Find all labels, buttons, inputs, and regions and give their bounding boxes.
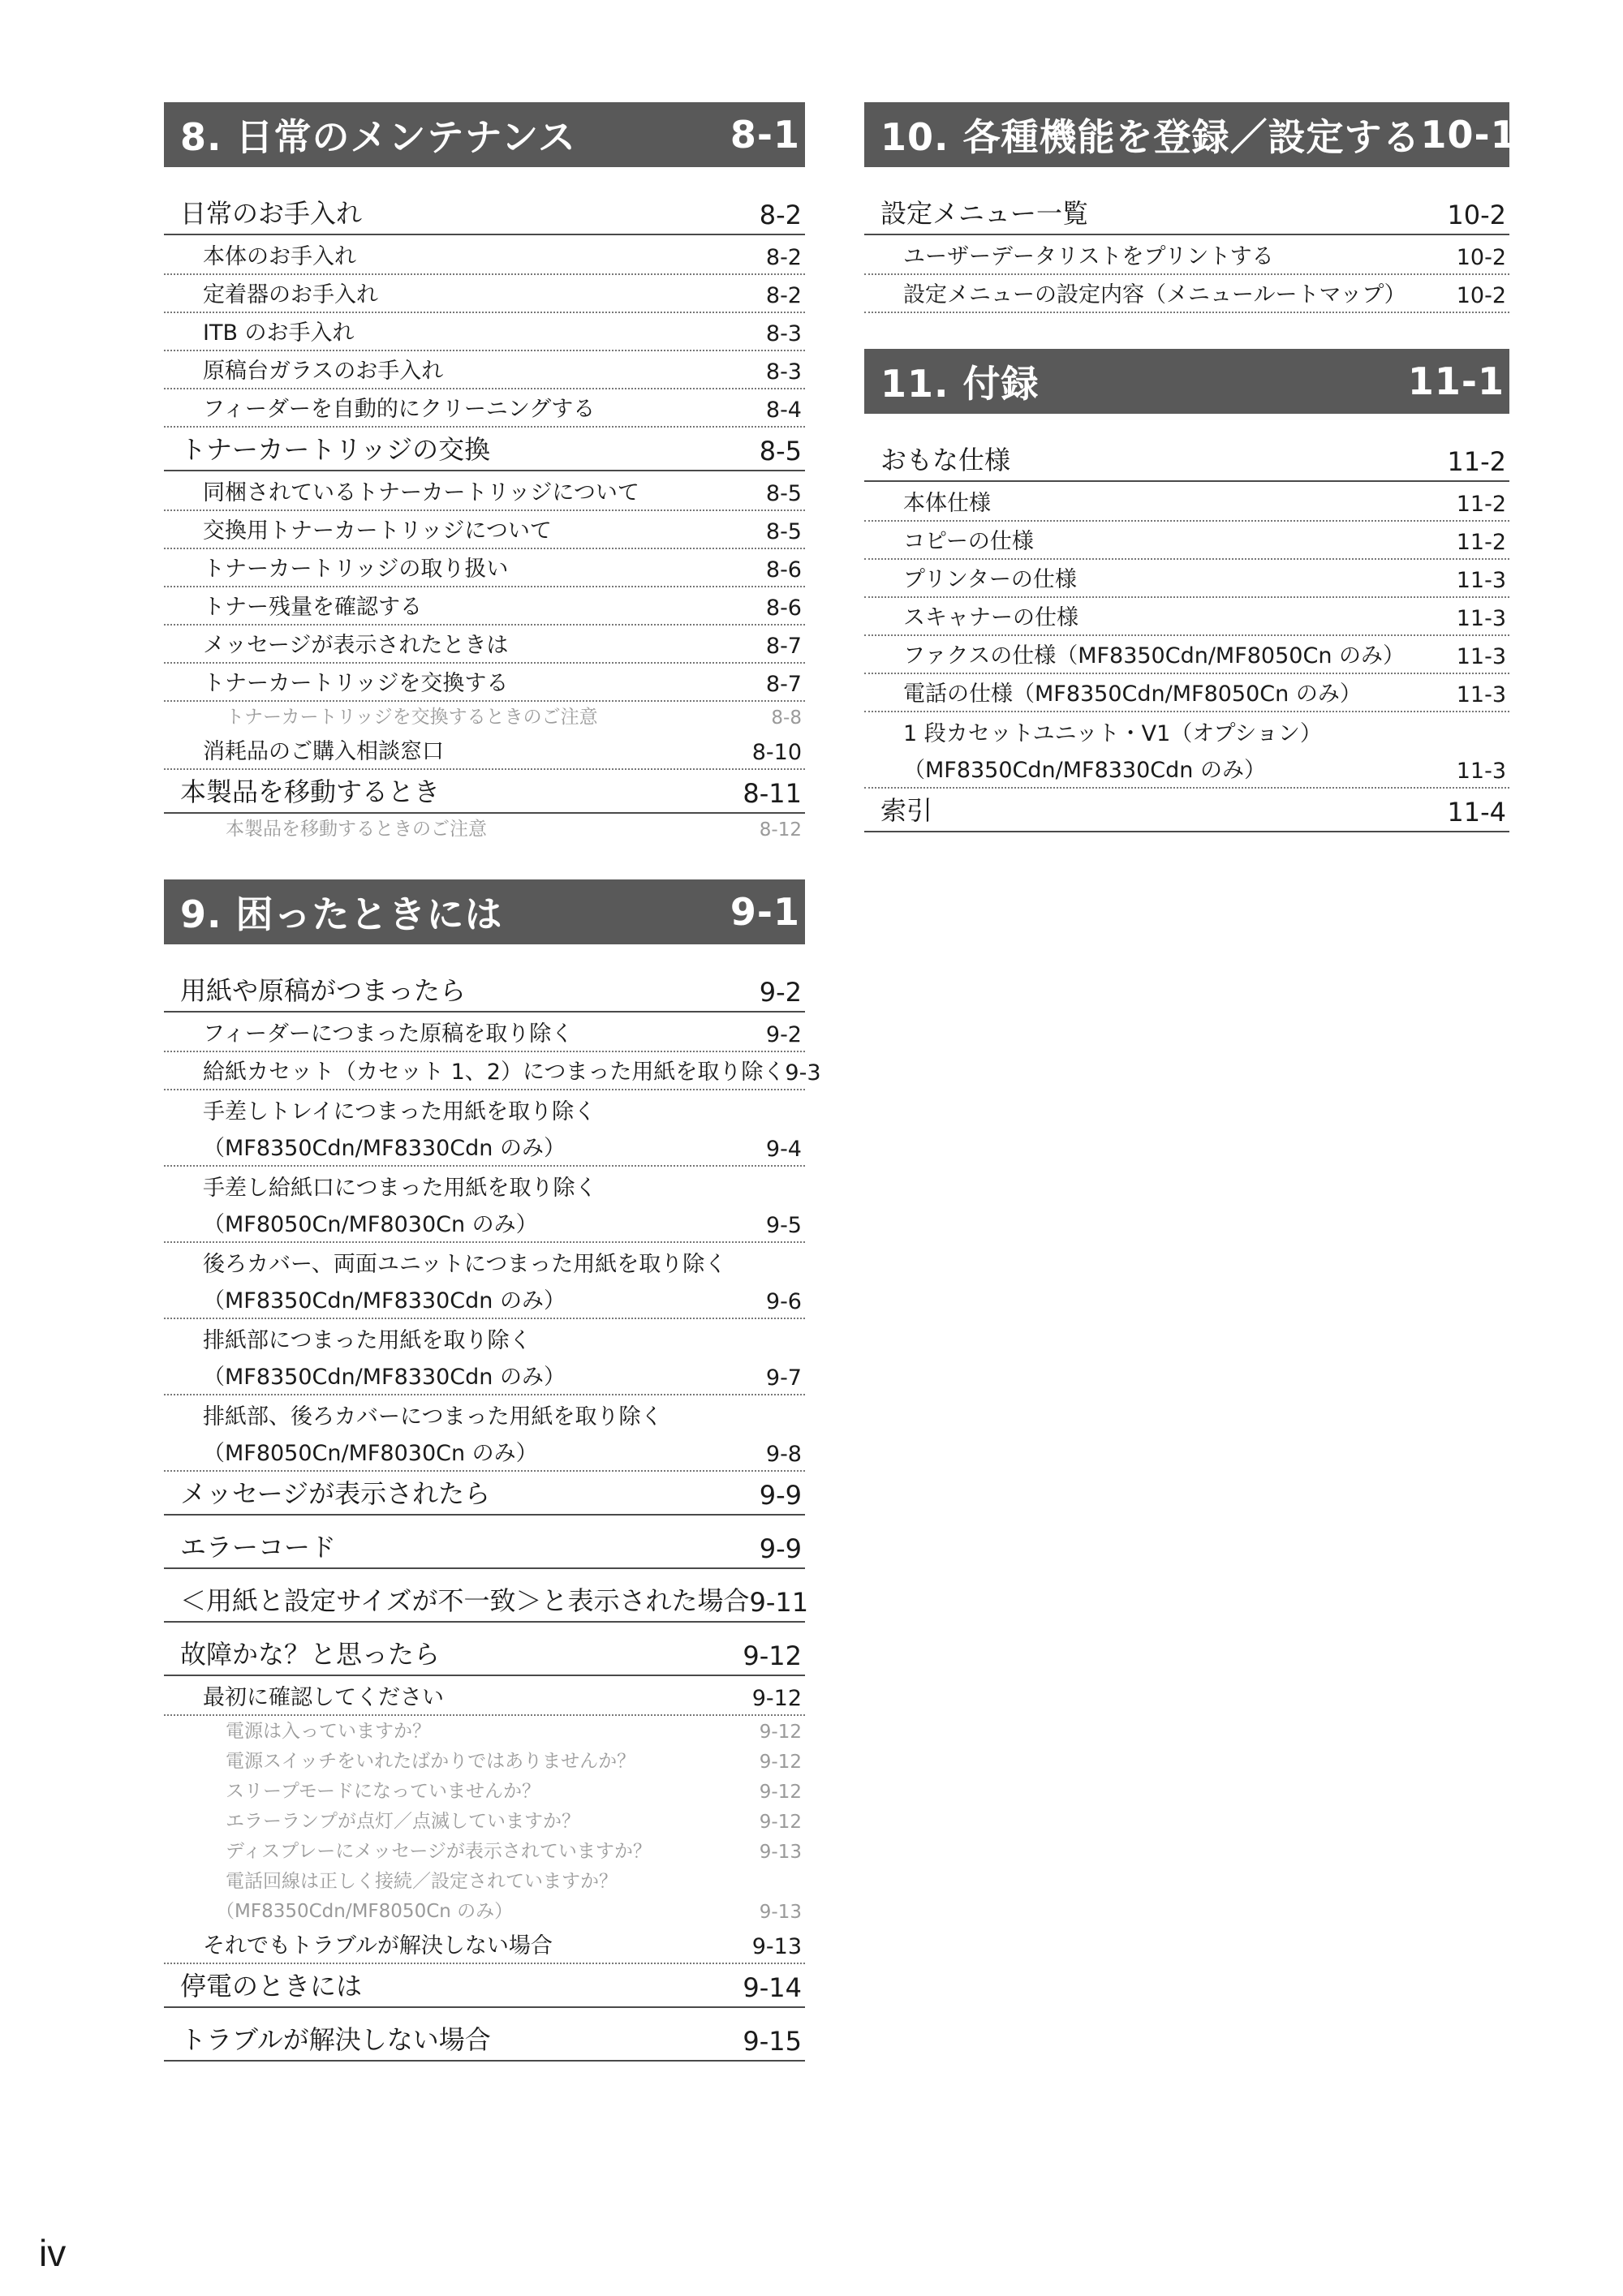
entry-page: 8-6 [765, 595, 802, 621]
entry-label: 電話回線は正しく接続／設定されていますか？ [226, 1871, 618, 1892]
entry-label: 消耗品のご購入相談窓口 [203, 739, 444, 764]
entry-label: 交換用トナーカートリッジについて [203, 518, 552, 544]
chapter-entries [864, 191, 1509, 313]
entry-page: 11-2 [1447, 446, 1506, 477]
chapter-title: 11. 付録 [880, 362, 1040, 406]
entry-label: エラーランプが点灯／点滅していますか？ [226, 1811, 580, 1832]
entry-page: 8-6 [765, 557, 802, 583]
entry-page: 10-2 [1456, 245, 1506, 270]
toc-subsection-entry[interactable] [864, 484, 1509, 522]
chapter-header [864, 349, 1509, 414]
entry-label: メッセージが表示されたときは [203, 633, 509, 658]
toc-subsection-entry[interactable] [164, 1434, 805, 1472]
entry-page: 9-12 [751, 1686, 802, 1711]
toc-subsection-entry[interactable] [164, 1319, 805, 1357]
entry-label: 電源は入っていますか？ [226, 1721, 431, 1742]
toc-detail-entry[interactable] [164, 1746, 805, 1776]
entry-page: 9-3 [785, 1060, 821, 1086]
entry-page: 8-12 [759, 819, 802, 841]
entry-label: ＜用紙と設定サイズが不一致＞と表示された場合 [180, 1585, 750, 1616]
entry-label: 給紙カセット（カセット 1、2）につまった用紙を取り除く [203, 1060, 786, 1085]
entry-label: トラブルが解決しない場合 [180, 2024, 491, 2055]
entry-page: 9-7 [765, 1365, 802, 1391]
toc-section-entry[interactable] [164, 969, 805, 1013]
toc-detail-entry[interactable] [164, 814, 805, 844]
toc-subsection-entry[interactable] [164, 1129, 805, 1167]
toc-section-entry[interactable] [164, 1632, 805, 1676]
entry-page: 9-2 [765, 1022, 802, 1047]
entry-page: 9-14 [743, 1972, 802, 2003]
toc-subsection-entry[interactable] [164, 549, 805, 587]
toc-subsection-entry[interactable] [864, 750, 1509, 789]
chapter-page: 9-1 [730, 890, 800, 934]
entry-page: 9-9 [759, 1480, 802, 1511]
toc-subsection-entry[interactable] [164, 351, 805, 389]
chapter-header [864, 102, 1518, 167]
entry-label: スキャナーの仕様 [903, 605, 1078, 630]
entry-page: 9-5 [765, 1213, 802, 1238]
entry-label: 同梱されているトナーカートリッジについて [203, 480, 639, 505]
entry-page: 11-2 [1456, 530, 1506, 555]
entry-page: 9-11 [749, 1587, 809, 1618]
toc-detail-entry[interactable] [164, 1716, 805, 1746]
toc-section-entry[interactable] [164, 428, 805, 471]
toc-subsection-entry[interactable] [164, 1052, 821, 1090]
toc-subsection-entry[interactable] [864, 237, 1509, 275]
chapter-entries [864, 438, 1509, 832]
toc-section-entry[interactable] [164, 1964, 805, 2008]
toc-subsection-entry[interactable] [164, 473, 805, 511]
entry-page: 11-2 [1456, 492, 1506, 517]
toc-section-entry[interactable] [864, 438, 1509, 482]
entry-page: 9-2 [759, 977, 802, 1008]
entry-label: 後ろカバー、両面ユニットにつまった用紙を取り除く [203, 1252, 727, 1277]
toc-detail-entry[interactable] [164, 1836, 805, 1866]
entry-label: 本体仕様 [903, 491, 991, 516]
toc-section-entry[interactable] [164, 1525, 805, 1569]
left-column [164, 102, 821, 2097]
toc-subsection-entry[interactable] [864, 674, 1509, 712]
entry-label: フィーダーを自動的にクリーニングする [203, 397, 596, 422]
entry-label: トナーカートリッジを交換するときのご注意 [226, 707, 598, 728]
entry-page: 11-3 [1456, 568, 1506, 593]
entry-page: 8-8 [771, 707, 802, 729]
entry-label: メッセージが表示されたら [180, 1478, 491, 1509]
entry-page: 8-2 [765, 245, 802, 270]
toc-section-entry[interactable] [164, 2018, 805, 2062]
toc-subsection-entry[interactable] [164, 237, 805, 275]
chapter-title: 8. 日常のメンテナンス [180, 115, 576, 159]
entry-page: 8-4 [765, 398, 802, 423]
entry-page: 8-2 [765, 283, 802, 308]
entry-label: （MF8350Cdn/MF8330Cdn のみ） [203, 1365, 566, 1390]
entry-page: 9-15 [743, 2026, 802, 2057]
toc-detail-entry[interactable] [164, 702, 805, 732]
toc-subsection-entry[interactable] [164, 1926, 805, 1964]
entry-label: 定着器のお手入れ [203, 282, 378, 307]
entry-page: 9-6 [765, 1289, 802, 1314]
entry-label: プリンターの仕様 [903, 567, 1077, 592]
entry-label: 設定メニュー一覧 [880, 198, 1089, 229]
toc-subsection-entry[interactable] [164, 313, 805, 351]
entry-label: （MF8350Cdn/MF8330Cdn のみ） [203, 1288, 566, 1314]
entry-page: 9-4 [765, 1137, 802, 1162]
entry-page: 8-7 [765, 672, 802, 697]
entry-label: 1 段カセットユニット・V1（オプション） [903, 721, 1322, 746]
toc-subsection-entry[interactable] [164, 1205, 805, 1243]
toc-subsection-entry[interactable] [164, 1678, 805, 1716]
toc-detail-entry[interactable] [164, 1776, 805, 1806]
entry-page: 9-12 [759, 1782, 802, 1803]
chapter-entries [164, 191, 805, 844]
entry-label: トナーカートリッジを交換する [203, 671, 509, 696]
toc-subsection-entry[interactable] [164, 1167, 805, 1205]
toc-subsection-entry[interactable] [864, 636, 1509, 674]
toc-subsection-entry[interactable] [164, 1357, 805, 1395]
entry-page: 8-2 [759, 200, 802, 230]
entry-label: トナーカートリッジの取り扱い [203, 557, 509, 582]
entry-page: 9-9 [759, 1533, 802, 1564]
entry-label: 排紙部につまった用紙を取り除く [203, 1328, 532, 1353]
entry-label: 手差し給紙口につまった用紙を取り除く [203, 1176, 597, 1201]
toc-subsection-entry[interactable] [864, 275, 1509, 313]
entry-label: 原稿台ガラスのお手入れ [203, 359, 444, 384]
toc-section-entry[interactable] [164, 1472, 805, 1516]
toc-subsection-entry[interactable] [864, 522, 1509, 560]
chapter-header [164, 879, 805, 944]
page-number: iv [39, 2232, 67, 2274]
entry-label: 日常のお手入れ [180, 198, 363, 229]
entry-label: 設定メニューの設定内容（メニュールートマップ） [903, 282, 1406, 307]
toc-subsection-entry[interactable] [164, 1243, 805, 1281]
entry-page: 9-13 [751, 1934, 802, 1959]
toc-detail-entry[interactable] [164, 1806, 805, 1836]
entry-label: ITB のお手入れ [203, 320, 355, 346]
entry-label: （MF8350Cdn/MF8050Cn のみ） [216, 1901, 514, 1922]
entry-label: 停電のときには [180, 1971, 363, 2001]
toc-subsection-entry[interactable] [164, 626, 805, 664]
chapter-entries [164, 969, 821, 2062]
toc-subsection-entry[interactable] [864, 712, 1509, 750]
entry-page: 8-5 [765, 481, 802, 506]
entry-page: 8-11 [743, 778, 802, 809]
toc-subsection-entry[interactable] [164, 511, 805, 549]
entry-label: ファクスの仕様（MF8350Cdn/MF8050Cn のみ） [903, 643, 1406, 669]
entry-label: それでもトラブルが解決しない場合 [203, 1933, 553, 1958]
entry-label: 本製品を移動するときのご注意 [226, 819, 487, 840]
entry-label: 排紙部、後ろカバーにつまった用紙を取り除く [203, 1404, 663, 1430]
toc-subsection-entry[interactable] [164, 1281, 805, 1319]
toc-section-entry[interactable] [864, 191, 1509, 235]
entry-label: コピーの仕様 [903, 529, 1034, 554]
chapter-page: 11-1 [1407, 359, 1505, 403]
entry-label: 故障かな？と思ったら [180, 1639, 441, 1670]
toc-subsection-entry[interactable] [164, 1395, 805, 1434]
toc-subsection-entry[interactable] [164, 664, 805, 702]
entry-label: （MF8050Cn/MF8030Cn のみ） [203, 1441, 538, 1466]
toc-subsection-entry[interactable] [164, 275, 805, 313]
entry-page: 8-3 [765, 321, 802, 346]
entry-label: 用紙や原稿がつまったら [180, 975, 467, 1006]
toc-section-entry[interactable] [164, 191, 805, 235]
entry-page: 8-7 [765, 634, 802, 659]
entry-page: 9-12 [759, 1722, 802, 1743]
toc-section-entry[interactable] [164, 770, 805, 814]
entry-page: 8-5 [765, 519, 802, 544]
entry-label: 索引 [880, 795, 933, 826]
entry-page: 9-8 [765, 1442, 802, 1467]
entry-label: 本製品を移動するとき [180, 776, 441, 807]
entry-page: 8-5 [759, 436, 802, 467]
chapter-title: 10. 各種機能を登録／設定する [880, 115, 1421, 159]
entry-label: フィーダーにつまった原稿を取り除く [203, 1021, 574, 1047]
entry-page: 8-3 [765, 359, 802, 385]
toc-subsection-entry[interactable] [164, 587, 805, 626]
toc-section-entry[interactable] [864, 789, 1509, 832]
entry-label: 電源スイッチをいれたばかりではありませんか？ [226, 1751, 636, 1772]
entry-label: 手差しトレイにつまった用紙を取り除く [203, 1099, 596, 1124]
entry-page: 9-12 [743, 1640, 802, 1671]
toc-subsection-entry[interactable] [864, 598, 1509, 636]
entry-page: 10-2 [1447, 200, 1506, 230]
entry-page: 11-4 [1447, 797, 1506, 828]
entry-label: エラーコード [180, 1532, 337, 1563]
right-column [864, 102, 1518, 868]
toc-section-entry[interactable] [164, 1579, 809, 1623]
toc-subsection-entry[interactable] [164, 389, 805, 428]
entry-page: 9-13 [759, 1902, 802, 1923]
entry-page: 8-10 [751, 740, 802, 765]
toc-subsection-entry[interactable] [164, 1014, 805, 1052]
chapter-header [164, 102, 805, 167]
entry-label: トナー残量を確認する [203, 595, 422, 620]
toc-subsection-entry[interactable] [864, 560, 1509, 598]
entry-label: ディスプレーにメッセージが表示されていますか？ [226, 1841, 652, 1862]
toc-detail-entry[interactable] [164, 1896, 805, 1926]
entry-label: おもな仕様 [880, 445, 1011, 475]
entry-label: （MF8050Cn/MF8030Cn のみ） [203, 1212, 538, 1237]
entry-label: スリープモードになっていませんか？ [226, 1781, 541, 1802]
entry-label: （MF8350Cdn/MF8330Cdn のみ） [203, 1136, 566, 1161]
entry-page: 9-12 [759, 1812, 802, 1833]
chapter-title: 9. 困ったときには [180, 892, 503, 936]
entry-page: 9-12 [759, 1752, 802, 1773]
entry-page: 11-3 [1456, 606, 1506, 631]
toc-subsection-entry[interactable] [164, 732, 805, 770]
entry-label: 本体のお手入れ [203, 244, 356, 269]
entry-label: トナーカートリッジの交換 [180, 434, 491, 465]
toc-subsection-entry[interactable] [164, 1090, 805, 1129]
entry-page: 10-2 [1456, 283, 1506, 308]
entry-page: 9-13 [759, 1842, 802, 1863]
chapter-page: 10-1 [1420, 113, 1518, 157]
entry-label: 最初に確認してください [203, 1685, 444, 1710]
entry-label: 電話の仕様（MF8350Cdn/MF8050Cn のみ） [903, 681, 1362, 707]
entry-label: ユーザーデータリストをプリントする [903, 244, 1274, 269]
entry-label: （MF8350Cdn/MF8330Cdn のみ） [903, 758, 1266, 783]
chapter-page: 8-1 [730, 113, 800, 157]
entry-page: 11-3 [1456, 759, 1506, 784]
toc-detail-entry[interactable] [164, 1866, 805, 1896]
entry-page: 11-3 [1456, 644, 1506, 669]
entry-page: 11-3 [1456, 682, 1506, 707]
